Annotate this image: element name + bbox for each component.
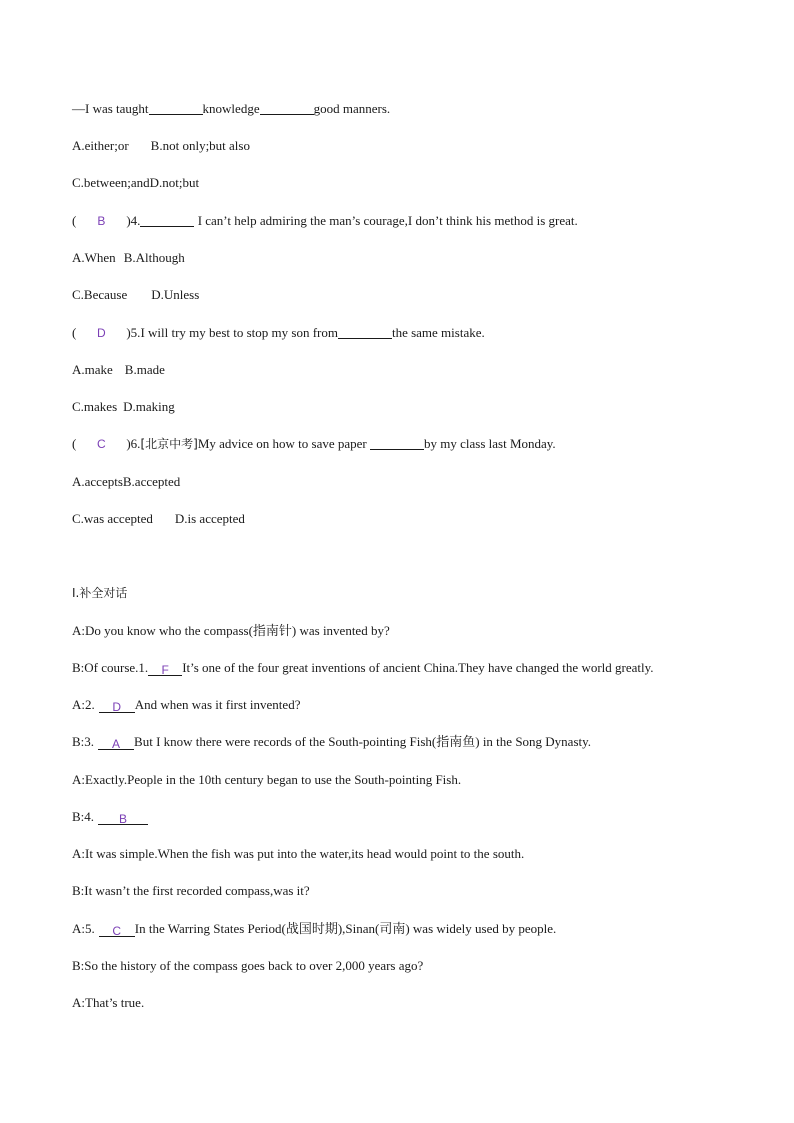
dialogue-line-9-post: In the Warring States Period(战国时期),Sinan(司南) was widely used by people. [134,921,557,936]
dialogue-line-2-post: It’s one of the four great inventions of ancient China.They have changed the world greatly. [182,660,654,675]
dialogue-line-3 [72,697,754,713]
q3-stem [72,101,754,117]
q4-option-d: D.Unless [151,287,200,302]
q6-text-b: by my class last Monday. [424,436,556,451]
dialogue-line-9 [72,921,754,937]
q4-answer: B [97,214,106,228]
q4-option-b: B.Although [123,250,185,265]
q6-blank [370,436,424,450]
dialogue-answer-2: D [99,699,135,713]
q3-blank-2 [260,101,314,115]
q3-option-d: D.not;but [149,175,200,190]
q4-text: I can’t help admiring the man’s courage,I don’t think his method is great. [194,213,578,228]
q4-option-a: A.When [72,250,116,265]
dialogue-line-4 [72,734,754,750]
dialogue-line-7-text: A:It was simple.When the fish was put into the water,its head would point to the south. [72,846,525,861]
q5-option-d: D.making [123,399,175,414]
dialogue-line-10-text: B:So the history of the compass goes back to over 2,000 years ago? [72,958,424,973]
q5-text-b: the same mistake. [391,325,485,340]
dialogue-line-5 [72,772,754,788]
dialogue-line-10 [72,958,754,974]
q6-options-1 [72,474,754,490]
dialogue-answer-5: C [99,923,135,937]
q6-option-d: D.is accepted [174,511,245,526]
q6-source: [北京中考] [140,437,198,451]
dialogue-line-8-text: B:It wasn’t the first recorded compass,was it? [72,883,310,898]
dialogue-line-3-post: And when was it first invented? [134,697,301,712]
q6-text-a: My advice on how to save paper [197,436,371,451]
dialogue-line-2-pre: B:Of course.1. [72,660,149,675]
dialogue-line-4-post: But I know there were records of the South-pointing Fish(指南鱼) in the Song Dynasty. [134,734,592,749]
q5-option-b: B.made [124,362,165,377]
dialogue-line-1 [72,623,754,639]
dialogue-line-7 [72,846,754,862]
q3-option-b: B.not only;but also [150,138,250,153]
q6-number: )6. [126,436,141,451]
dialogue-line-2 [72,660,754,676]
q5-option-c: C.makes [72,399,118,414]
q6-option-b: B.accepted [122,474,181,489]
dialogue-line-6 [72,809,754,825]
q6-option-a: A.accepts [72,474,123,489]
dialogue-line-11 [72,995,754,1011]
q3-text-a: —I was taught [72,101,149,116]
dialogue-line-8 [72,883,754,899]
q5-paren-open: ( [72,325,77,340]
dialogue-answer-4: B [98,811,148,825]
dialogue-answer-3: A [98,736,134,750]
q3-options-1 [72,138,754,154]
q4-number: )4. [126,213,141,228]
dialogue-line-11-text: A:That’s true. [72,995,145,1010]
q3-option-c: C.between;and [72,175,150,190]
q4-stem [72,213,754,229]
section-title: Ⅰ.补全对话 [72,586,128,600]
q6-option-c: C.was accepted [72,511,153,526]
dialogue-line-1-text: A:Do you know who the compass(指南针) was invented by? [72,623,390,638]
q6-stem [72,436,754,452]
q5-number: )5. [126,325,141,340]
q6-answer: C [97,437,106,451]
q6-options-2 [72,511,754,527]
q3-blank-1 [149,101,203,115]
q3-option-a: A.either;or [72,138,129,153]
q4-paren-open: ( [72,213,77,228]
dialogue-line-9-pre: A:5. [72,921,95,936]
q6-paren-open: ( [72,436,77,451]
q5-blank [338,325,392,339]
dialogue-line-6-pre: B:4. [72,809,95,824]
q3-text-b: knowledge [202,101,260,116]
q5-answer: D [97,326,106,340]
q5-stem [72,325,754,341]
q4-blank [140,213,194,227]
q3-options-2 [72,175,754,191]
dialogue-line-3-pre: A:2. [72,697,95,712]
q5-option-a: A.make [72,362,113,377]
q4-option-c: C.Because [72,287,128,302]
dialogue-line-4-pre: B:3. [72,734,95,749]
dialogue-answer-1: F [148,662,182,676]
q5-text-a: I will try my best to stop my son from [140,325,338,340]
q5-options-2 [72,399,754,415]
q5-options-1 [72,362,754,378]
q4-options-1 [72,250,754,266]
q3-text-c: good manners. [313,101,391,116]
q4-options-2 [72,287,754,303]
dialogue-line-5-text: A:Exactly.People in the 10th century began to use the South-pointing Fish. [72,772,462,787]
